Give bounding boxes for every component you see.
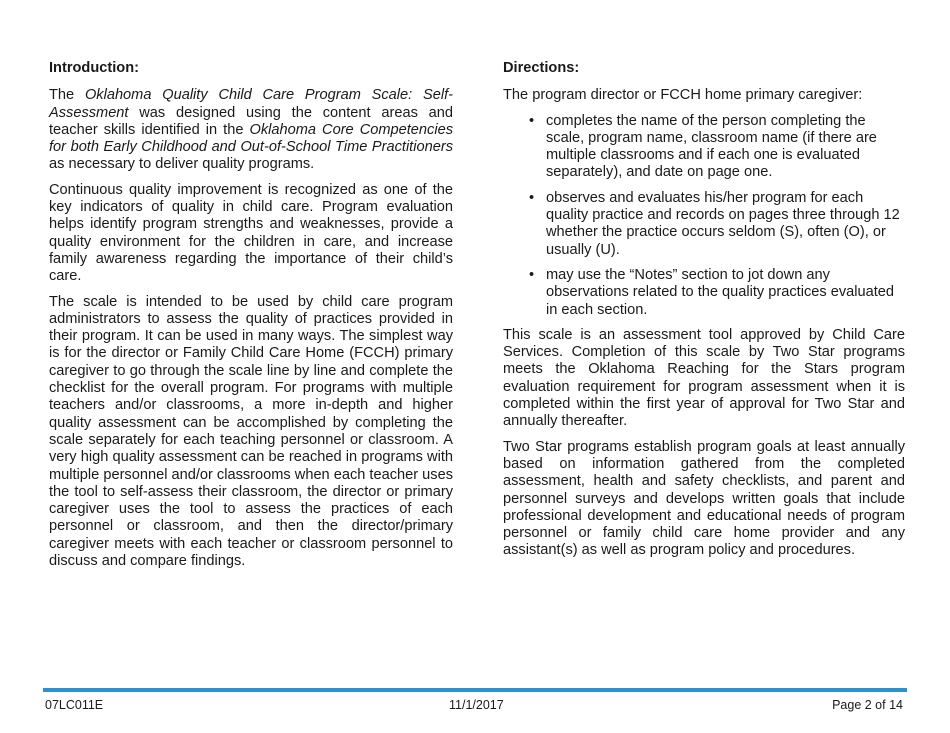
directions-list [503,113,905,319]
list-item-text: may use the “Notes” section to jot down any observations related to the quality practices evaluated in each section. [546,266,895,318]
intro-p1-tail: as necessary to deliver quality programs. [49,156,315,173]
list-item [529,189,905,259]
list-item-text: completes the name of the person completing the scale, program name, classroom name (if there are multiple classrooms and if each one is evaluated separately), and date on page one. [546,112,877,181]
bullet-icon: • [529,266,535,283]
introduction-section [49,60,453,578]
list-item [529,112,905,182]
scale-title: Oklahoma Quality Child Care Program Scale: Self-Assessment [49,87,453,121]
program-goals-paragraph: Two Star programs establish program goals at least annually based on information gathered from the completed assessment, health and safety checklists, and parent and personnel surveys and develops written goals that include professional development and educational needs of program personnel or family child care home provider and any assistant(s) as well as program policy and procedures. [503,438,905,559]
page-number: Page 2 of 14 [832,698,903,712]
footer-divider [43,688,907,692]
directions-lead: The program director or FCCH home primary caregiver: [503,87,863,104]
list-item-text: observes and evaluates his/her program for each quality practice and records on pages three through 12 whether the practice occurs seldom (S), often (O), or usually (U). [546,189,900,258]
list-item [529,266,905,319]
directions-heading: Directions: [503,60,580,76]
intro-paragraph-1 [49,87,453,173]
intro-paragraph-3: The scale is intended to be used by child care program administrators to assess the quality of practices provided in their program. It can be used in many ways. The simplest way is for the director or Family Child Care Home (FCCH) primary caregiver to go through the scale line by line and complete the checklist for the overall program. For programs with multiple teachers and/or classrooms, a more in-depth and higher quality assessment can be accomplished by completing the scale separately for each teaching personnel or classroom. A very high quality assessment can be reached in programs with multiple personnel and/or classrooms when each teacher uses the tool to self-assess their classroom, the director or primary caregiver uses the tool to assess the practices of each personnel or classroom, and then the director/primary caregiver meets with each teacher or classroom personnel to discuss and compare findings. [49,293,453,570]
introduction-heading: Introduction: [49,60,139,76]
intro-p1-middle: was designed using the content areas and teacher skills identified in the [49,104,453,138]
form-code: 07LC011E [45,698,104,712]
assessment-paragraph: This scale is an assessment tool approved by Child Care Services. Completion of this scale by Two Star programs meets the Oklahoma Reaching for the Stars program evaluation requirement for program assessment when it is completed within the first year of approval for Two Star and annually thereafter. [503,326,905,430]
intro-p1-lead: The [49,87,85,104]
bullet-icon: • [529,189,535,206]
bullet-icon: • [529,112,535,129]
directions-section [503,60,905,568]
revision-date: 11/1/2017 [449,698,504,712]
core-competencies-title: Oklahoma Core Competencies for both Early Childhood and Out-of-School Time Practitioners [49,121,453,156]
intro-paragraph-2: Continuous quality improvement is recognized as one of the key indicators of quality in child care. Program evaluation helps identify program strengths and weaknesses, provide a quality environment for the children in care, and increase family awareness regarding the importance of their child’s care. [49,181,453,285]
